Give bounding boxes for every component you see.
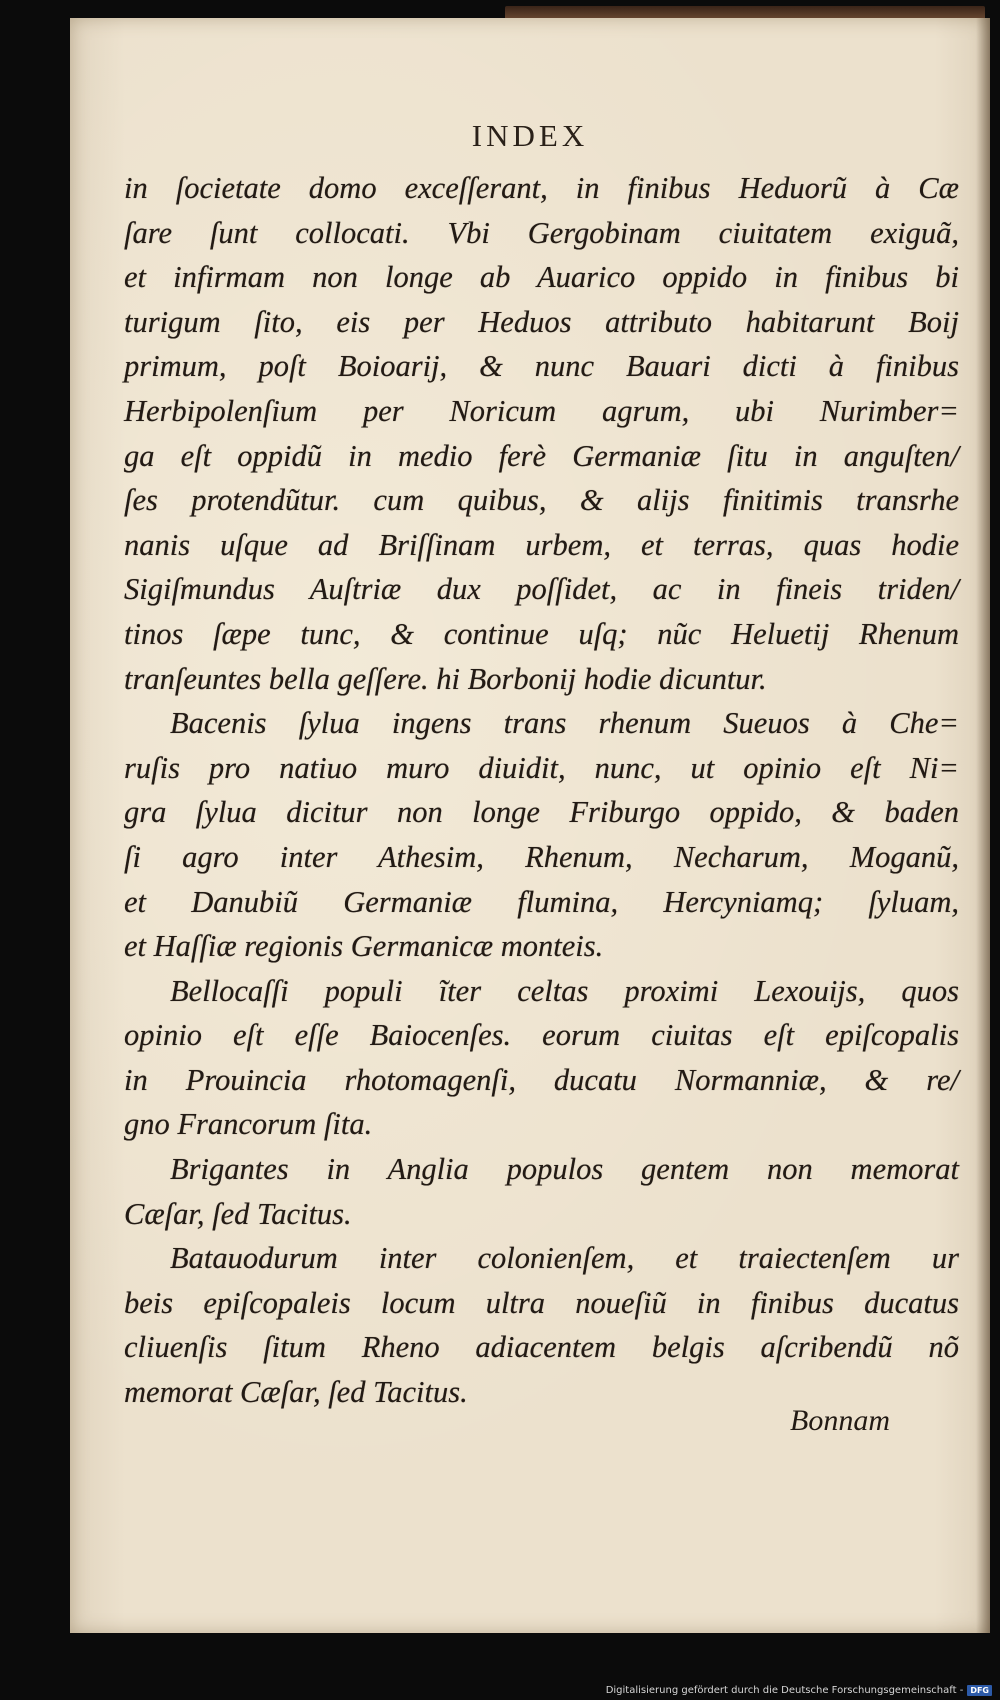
index-text-block bbox=[124, 166, 959, 1415]
text-line-entry-start: Batauodurum inter colonienſem, et traiectenſem ur bbox=[170, 1241, 959, 1276]
text-line: primum, poſt Boioarij, & nunc Bauari dicti à finibus bbox=[124, 349, 959, 384]
text-line: memorat Cæſar, ſed Tacitus. bbox=[124, 1375, 468, 1410]
text-line: ga eſt oppidũ in medio ferè Germaniæ ſitu in anguſten/ bbox=[124, 438, 959, 473]
text-line: tinos ſæpe tunc, & continue uſq; nũc Heluetij Rhenum bbox=[124, 616, 959, 651]
text-line: in Prouincia rhotomagenſi, ducatu Normanniæ, & re/ bbox=[124, 1062, 959, 1097]
text-line: in ſocietate domo exceſſerant, in finibus Heduorũ à Cæ bbox=[124, 171, 959, 205]
text-line: tranſeuntes bella geſſere. hi Borbonij hodie dicuntur. bbox=[124, 661, 767, 696]
text-line: opinio eſt eſſe Baiocenſes. eorum ciuitas eſt epiſcopalis bbox=[124, 1018, 959, 1053]
dfg-logo: DFG bbox=[967, 1685, 992, 1696]
text-line: Sigiſmundus Auſtriæ dux poſſidet, ac in fineis triden/ bbox=[124, 572, 959, 607]
text-line: et Danubiũ Germaniæ flumina, Hercyniamq; ſyluam, bbox=[124, 884, 959, 919]
text-line: ſes protendũtur. cum quibus, & alijs finitimis transrhe bbox=[124, 483, 959, 518]
text-line: beis epiſcopaleis locum ultra noueſiũ in finibus ducatus bbox=[124, 1285, 959, 1320]
credit-text: Digitalisierung gefördert durch die Deutsche Forschungsgemeinschaft - bbox=[605, 1685, 964, 1696]
running-head: INDEX bbox=[471, 118, 589, 153]
book-page bbox=[70, 18, 990, 1633]
text-line: Cæſar, ſed Tacitus. bbox=[124, 1196, 352, 1231]
catchword: Bonnam bbox=[790, 1404, 890, 1437]
text-line: Herbipolenſium per Noricum agrum, ubi Nurimber= bbox=[124, 393, 959, 428]
text-line: cliuenſis ſitum Rheno adiacentem belgis aſcribendũ nõ bbox=[124, 1330, 959, 1365]
text-line-entry-start: Bellocaſſi populi ĩter celtas proximi Lexouijs, quos bbox=[170, 973, 959, 1008]
text-line: ſi agro inter Athesim, Rhenum, Necharum, Moganũ, bbox=[124, 839, 959, 874]
digitization-credit bbox=[606, 1685, 992, 1696]
text-line: gra ſylua dicitur non longe Friburgo oppido, & baden bbox=[124, 795, 959, 830]
text-line: nanis uſque ad Briſſinam urbem, et terras, quas hodie bbox=[124, 527, 959, 562]
text-line-entry-start: Bacenis ſylua ingens trans rhenum Sueuos à Che= bbox=[170, 706, 959, 741]
text-line: gno Francorum ſita. bbox=[124, 1107, 373, 1142]
text-line: et infirmam non longe ab Auarico oppido in finibus bi bbox=[124, 260, 959, 295]
text-line: ruſis pro natiuo muro diuidit, nunc, ut opinio eſt Ni= bbox=[124, 750, 959, 785]
text-line: et Haſſiæ regionis Germanicæ monteis. bbox=[124, 929, 604, 964]
page-gutter-shadow bbox=[976, 18, 990, 1633]
text-line: ſare ſunt collocati. Vbi Gergobinam ciuitatem exiguã, bbox=[124, 215, 959, 250]
text-line-entry-start: Brigantes in Anglia populos gentem non memorat bbox=[170, 1152, 959, 1187]
text-line: turigum ſito, eis per Heduos attributo habitarunt Boij bbox=[124, 304, 959, 339]
